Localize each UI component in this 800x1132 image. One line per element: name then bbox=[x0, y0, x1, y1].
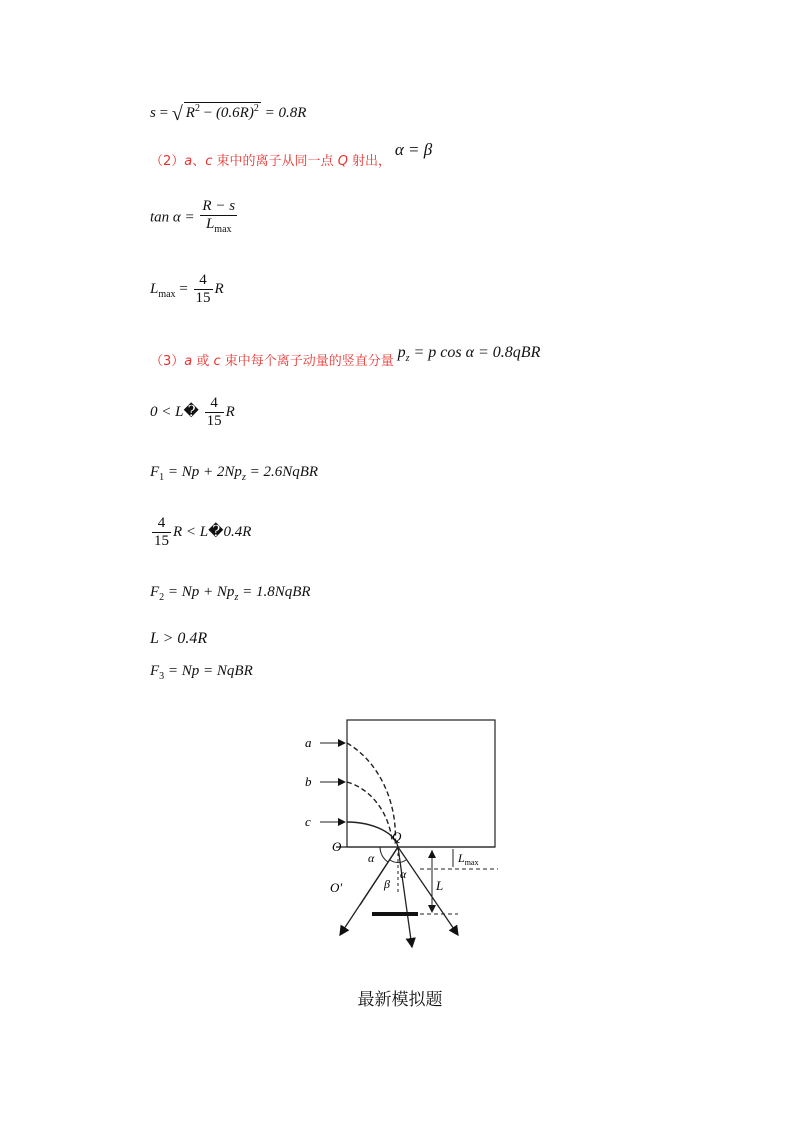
label-alpha-1: α bbox=[368, 851, 375, 865]
equation-f1: $F_1 = Np + 2Np_z$ = 2.6NqBR bbox=[150, 464, 319, 483]
equation-range-1: 0 < L� $\frac{4}{15}$ R bbox=[150, 395, 235, 429]
equation-f3: $F_3 = Np$ = NqBR bbox=[150, 663, 253, 682]
section-footer-title: 最新模拟题 bbox=[357, 990, 443, 1010]
equation-lmax: $L_{max}$ = $\frac{4}{15}$ R bbox=[150, 272, 224, 306]
label-o: O bbox=[332, 839, 342, 854]
label-alpha-2: α bbox=[400, 867, 407, 881]
magnetic-field-box bbox=[347, 720, 495, 847]
label-b: b bbox=[305, 774, 312, 789]
equation-f2: $F_2 = Np + Np_z$ = 1.8NqBR bbox=[150, 584, 311, 603]
physics-diagram bbox=[0, 710, 800, 970]
equation-s: s = √ $R^2 - (0.6R)^2 = 0.8R$ bbox=[150, 103, 307, 125]
label-beta: β bbox=[384, 877, 390, 891]
label-q: Q bbox=[392, 829, 402, 844]
part-3-statement: （3）a 或 c 束中每个离子动量的竖直分量 $p_z = p$ cos α = 0.8qBR bbox=[150, 344, 541, 369]
equation-range-3: L > 0.4R bbox=[150, 630, 208, 647]
label-c: c bbox=[305, 814, 311, 829]
label-lmax: $L_{max}$ bbox=[458, 851, 479, 867]
equation-tan-alpha: tan α = $\frac{R - s}{L_{max}}$ bbox=[150, 198, 236, 235]
label-a: a bbox=[305, 735, 312, 750]
label-l: L bbox=[436, 878, 444, 893]
equation-range-2: $\frac{4}{15}$ R < L�0.4R bbox=[154, 515, 252, 549]
label-o-prime: O′ bbox=[330, 880, 343, 895]
part-2-statement: （2）a、c 束中的离子从同一点 Q 射出， α = β bbox=[150, 140, 433, 169]
